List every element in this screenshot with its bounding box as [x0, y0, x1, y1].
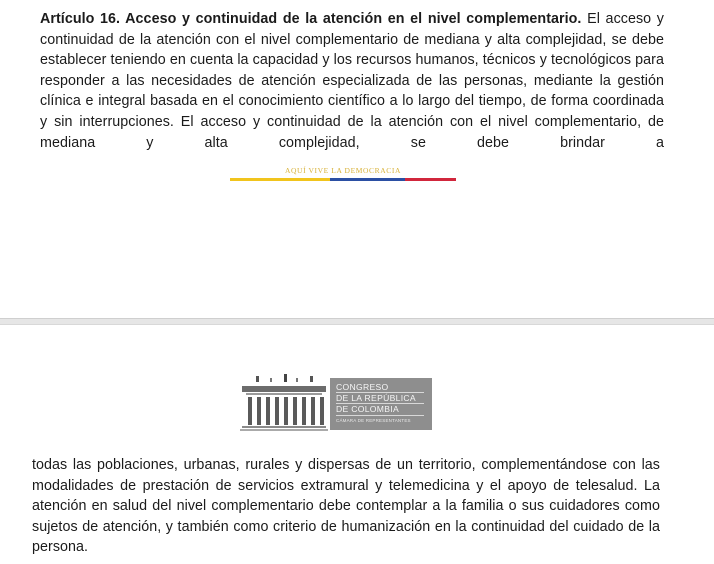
- article-heading: Artículo 16. Acceso y continuidad de la atención en el nivel complementario.: [40, 11, 582, 27]
- democracy-footer-logo: [230, 166, 456, 184]
- logo-line-colombia: DE COLOMBIA: [336, 404, 399, 414]
- article-16-paragraph-bottom: todas las poblaciones, urbanas, rurales y dispersas de un territorio, complementándose con las modalidades de prestación de servicios extramural y telemedicina y el apoyo de telesalud. La atención en salud del nivel complementario debe contemplar a la familia o sus cuidadores como sujetos de atención, y también como criterio de humanización en la continuidad del cuidado de la persona.: [32, 457, 660, 556]
- logo-line-camara: CÁMARA DE REPRESENTANTES: [336, 418, 411, 423]
- capitol-building-icon: [238, 372, 330, 434]
- page-break-divider: [0, 318, 714, 325]
- congreso-name-plate: [330, 378, 432, 430]
- article-body-top: El acceso y continuidad de la atención con el nivel complementario de mediana y alta complejidad, se debe establecer teniendo en cuenta la capacidad y los recursos humanos, técnicos y tecnológicos para responder a las necesidades de atención especializada de las personas, mediante la gestión clínica e integral basada en el conocimiento científico a lo largo del tiempo, de forma coordinada y sin interrupciones. El acceso y continuidad de la atención con el nivel complementario, de mediana y alta complejidad, se debe brindar a: [40, 11, 664, 151]
- logo-line-republica: DE LA REPÚBLICA: [336, 393, 416, 403]
- flag-band-yellow: [230, 178, 330, 181]
- flag-band-blue: [330, 178, 405, 181]
- congreso-header-logo: [238, 372, 432, 434]
- logo-line-congreso: CONGRESO: [336, 382, 389, 392]
- footer-tagline: AQUÍ VIVE LA DEMOCRACIA: [285, 166, 401, 175]
- article-16-paragraph-top: [40, 9, 664, 153]
- flag-band-red: [405, 178, 456, 181]
